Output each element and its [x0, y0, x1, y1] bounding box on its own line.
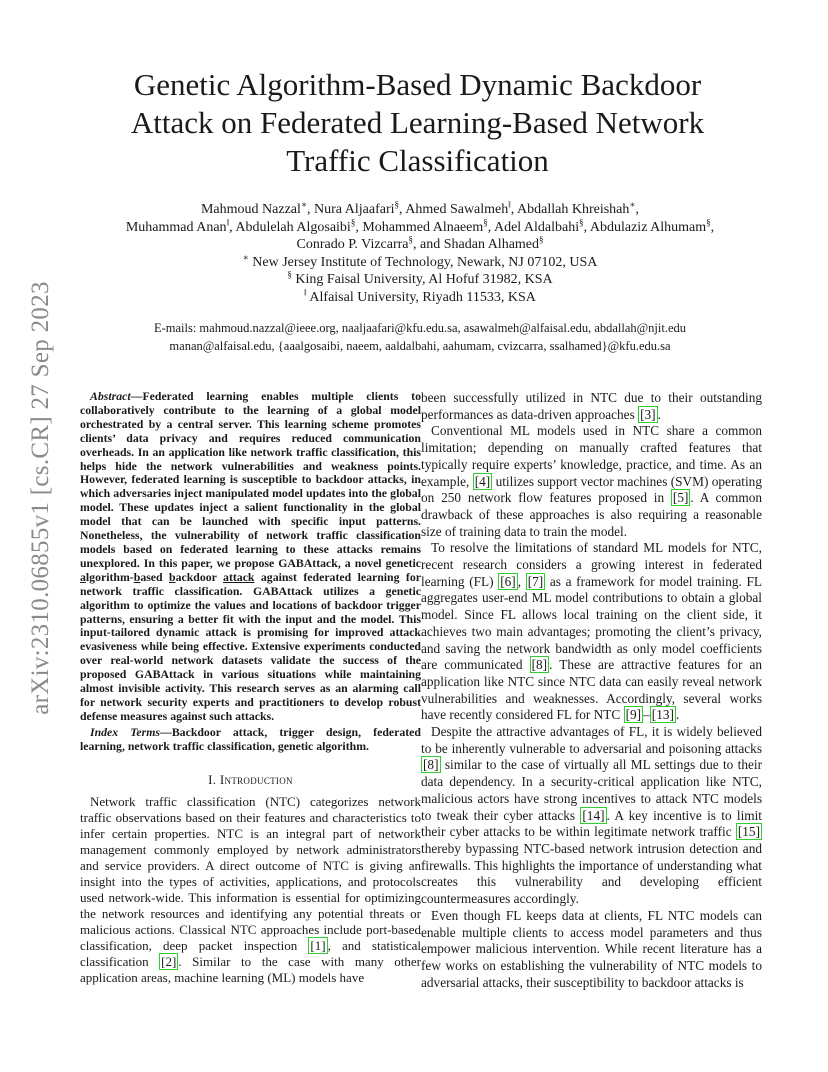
- index-terms: [80, 726, 421, 754]
- citation-link[interactable]: [8]: [531, 657, 548, 673]
- affiliation-mark: ∗: [629, 199, 636, 210]
- title-line: Attack on Federated Learning-Based Network: [130, 105, 705, 140]
- paragraph: [421, 540, 762, 724]
- paragraph-text: Despite the attractive advantages of FL, it is widely believed to be inherently vulnerable to adversarial and poisoning attacks: [421, 724, 762, 756]
- title-line: Traffic Classification: [286, 143, 549, 178]
- paragraph-text: Network traffic classification (NTC) categorizes network traffic observations based on their features and characteristics to infer certain properties. NTC is an integral part of network management commonly employed by network administrators and service providers. A direct outcome of NTC is giving an insight into the types of activities, applications, and protocols used network-wide. This information is essential for optimizing the network resources and identifying any potential threats or malicious actions. Classical NTC approaches include port-based classification, deep packet inspection: [80, 793, 421, 953]
- citation-link[interactable]: [14]: [582, 807, 605, 823]
- author-line: Mahmoud Nazzal∗, Nura Aljaafari§, Ahmed Sawalmeh‖, Abdallah Khreishah∗,: [200, 199, 640, 217]
- arxiv-identifier-stamp: [23, 281, 59, 715]
- citation-link[interactable]: [2]: [161, 953, 177, 969]
- affiliation-mark: §: [408, 234, 414, 245]
- author-name: Ahmed Sawalmeh: [405, 202, 509, 217]
- arxiv-id-text: arXiv:2310.06855v1 [cs.CR] 27 Sep 2023: [27, 281, 54, 715]
- abstract-text: against federated learning for network traffic classification. GABAttack utilizes a genetic algorithm to optimize the values and locations of backdoor trigger patterns, ensuring a better fit with the input and the model. This input-tailored dynamic attack is promising for improved attack evasiveness while being effective. Extensive experiments conducted over real-world network datasets validate the success of the proposed GABAttack in various situations while maintaining almost invisible activity. This research serves as an alarming call for network security experts and practitioners to develop robust defense measures against such attacks.: [80, 569, 421, 723]
- citation-link[interactable]: [3]: [640, 406, 656, 422]
- citation-link[interactable]: [1]: [310, 937, 326, 953]
- affiliation-mark: §: [483, 216, 488, 227]
- author-name: Abdallah Khreishah: [517, 202, 630, 217]
- affiliation-mark: §: [579, 216, 584, 227]
- author-name: Adel Aldalbahi: [493, 219, 580, 235]
- paragraph-text: Conventional ML models used in NTC share a common limitation; depending on manually crafted features that typically require experts’ knowledge, practice, and time. As an example,: [421, 423, 762, 489]
- paragraph: [421, 423, 762, 540]
- paragraph-text: thereby bypassing NTC-based network intrusion detection and firewalls. This highlights the importance of understanding what creates this vulnerability and developing efficient countermeasures accordingly.: [421, 840, 762, 907]
- paragraph: [421, 724, 762, 908]
- citation-link[interactable]: [13]: [651, 707, 674, 723]
- citation-link[interactable]: [4]: [474, 473, 491, 489]
- citation-link[interactable]: [6]: [500, 573, 516, 589]
- paragraph-text: utilizes support vector machines (SVM) operating on 250 network flow features proposed in: [421, 473, 762, 506]
- abstract-text: lgorithm-: [85, 569, 134, 584]
- affiliation-mark: §: [539, 234, 544, 245]
- right-column: [421, 390, 762, 991]
- author-name: Shadan Alhamed: [443, 237, 540, 252]
- paragraph-text: . A common drawback of these approaches is also requiring a reasonable size of training data to train the model.: [421, 490, 762, 539]
- affiliation-mark: §: [394, 199, 399, 210]
- section-numeral: I.: [208, 771, 217, 787]
- paragraph-text: been successfully utilized in NTC due to their outstanding performances as data-driven approaches: [421, 390, 762, 422]
- email-block: [70, 320, 770, 355]
- citation-link[interactable]: [9]: [625, 707, 642, 723]
- paragraph-text: . Similar to the case with many other application areas, machine learning (ML) models have: [80, 953, 421, 985]
- paragraph: [421, 908, 762, 992]
- email-line: E-mails: mahmoud.nazzal@ieee.org, naaljaafari@kfu.edu.sa, asawalmeh@alfaisal.edu, abdallah@njit.edu: [153, 321, 687, 335]
- affiliation-line: [70, 271, 770, 289]
- author-name: Abdulaziz Alhumam: [589, 219, 707, 235]
- email-line: manan@alfaisal.edu, {aaalgosaibi, naeem, aaldalbahi, aahumam, cvizcarra, ssalhamed}@kfu.edu.sa: [169, 338, 671, 353]
- abstract-text: enetic: [391, 555, 421, 570]
- author-name: Muhammad Anan: [125, 219, 227, 235]
- affiliation-mark: §: [350, 216, 356, 227]
- index-terms-text: —Backdoor attack, trigger design, federated learning, network traffic classification, genetic algorithm.: [80, 724, 421, 753]
- underlined-letter: b: [133, 569, 141, 584]
- section-heading: [80, 772, 421, 788]
- abstract-text: ackdoor: [175, 569, 224, 584]
- citation-link[interactable]: [5]: [672, 490, 689, 506]
- author-name: Conrado P. Vizcarra: [296, 237, 409, 252]
- citation-link[interactable]: [15]: [737, 824, 760, 840]
- paper-title: [90, 66, 745, 180]
- affiliation-line: [70, 251, 770, 272]
- author-name: Mohammed Alnaeem: [362, 219, 484, 235]
- affiliation-text: Alfaisal University, Riyadh 11533, KSA: [309, 289, 536, 305]
- paragraph-text: as a framework for model training. FL aggregates user-end ML model contributions to obtain a global model. Since FL allows local training on the client side, it achieves two main advantages; promoting the client’s privacy, and saving the network bandwidth as only model coefficients are communicated: [421, 573, 762, 673]
- author-line: Muhammad Anan‖, Abdulelah Algosaibi§, Mohammed Alnaeem§, Adel Aldalbahi§, Abdulaziz Alhumam§,: [125, 216, 715, 235]
- author-name: Mahmoud Nazzal: [200, 202, 301, 217]
- section-title: Introduction: [219, 771, 293, 787]
- underlined-letter: a: [80, 569, 86, 584]
- affiliation-mark: ‖: [508, 199, 511, 210]
- abstract-lead: Abstract: [90, 389, 131, 403]
- paragraph-text: –: [643, 707, 650, 723]
- paragraph-text: .: [657, 406, 661, 422]
- paragraph-text: ,: [517, 573, 526, 589]
- abstract-text: —Federated learning enables multiple clients to collaboratively contribute to the learning of a global model orchestrated by a central server. This learning scheme promotes clients’ data privacy and requires reduced communication overheads. In an application like network traffic classification, this helps hide the network vulnerabilities and weakness points. However, federated learning is susceptible to backdoor attacks, in which adversaries inject manipulated model updates into the global model. These updates inject a salient functionality in the global model that can be launched with specific input patterns. Nonetheless, the vulnerability of network traffic classification models based on federated learning to these attacks remains unexplored. In this paper, we propose GABAttack, a novel: [80, 389, 421, 570]
- paragraph-text: To resolve the limitations of standard ML models for NTC, recent research considers a growing interest in federated learning (FL): [421, 540, 762, 589]
- affiliation-mark: §: [706, 216, 711, 227]
- affiliation-mark: ∗: [242, 251, 249, 262]
- left-column: [80, 390, 421, 986]
- paragraph-text: Even though FL keeps data at clients, FL NTC models can enable multiple clients to access model parameters and thus empower malicious intervention. While recent literature has a few works on establishing the vulnerability of NTC models to adversarial attacks, their susceptibility to backdoor attacks is: [421, 907, 762, 990]
- author-line: Conrado P. Vizcarra§, and Shadan Alhamed§: [296, 234, 544, 252]
- paragraph-text: similar to the case of virtually all ML settings due to their data dependency. In a security-critical application like NTC, malicious actors have strong incentives to attack NTC models to tweak their cyber attacks: [421, 757, 762, 823]
- affiliation-mark: ∗: [300, 199, 308, 210]
- underlined-word: attack: [223, 569, 255, 584]
- affiliation-line: [70, 286, 770, 307]
- title-line: Genetic Algorithm-Based Dynamic Backdoor: [133, 67, 702, 102]
- index-terms-lead: Index Terms: [90, 724, 161, 739]
- paragraph-text: . These are attractive features for an application like NTC since NTC data can easily reveal network vulnerabilities and weaknesses. Accordingly, several works have recently considered FL for NTC: [421, 657, 763, 723]
- paragraph-text: , and statistical classification: [80, 937, 422, 969]
- underlined-letter: g: [385, 555, 392, 570]
- author-block: [70, 201, 770, 306]
- affiliation-mark: ‖: [226, 216, 230, 227]
- abstract-text: ased: [140, 569, 169, 584]
- affiliation-mark: §: [287, 269, 292, 280]
- affiliation-text: New Jersey Institute of Technology, Newark, NJ 07102, USA: [252, 254, 598, 270]
- citation-link[interactable]: [8]: [423, 757, 439, 773]
- paragraph-text: . A key incentive is to limit their cyber attacks to be within legitimate network traffic: [421, 807, 763, 840]
- underlined-letter: b: [169, 569, 176, 584]
- abstract: [80, 390, 421, 724]
- paragraph: [421, 390, 762, 423]
- paragraph: [80, 794, 421, 986]
- affiliation-text: King Faisal University, Al Hofuf 31982, KSA: [295, 272, 553, 287]
- conjunction: and: [420, 237, 441, 252]
- author-name: Abdulelah Algosaibi: [235, 219, 351, 235]
- paragraph-text: .: [675, 707, 680, 723]
- author-name: Nura Aljaafari: [314, 202, 395, 217]
- citation-link[interactable]: [7]: [527, 573, 544, 589]
- affiliation-mark: ‖: [304, 286, 307, 297]
